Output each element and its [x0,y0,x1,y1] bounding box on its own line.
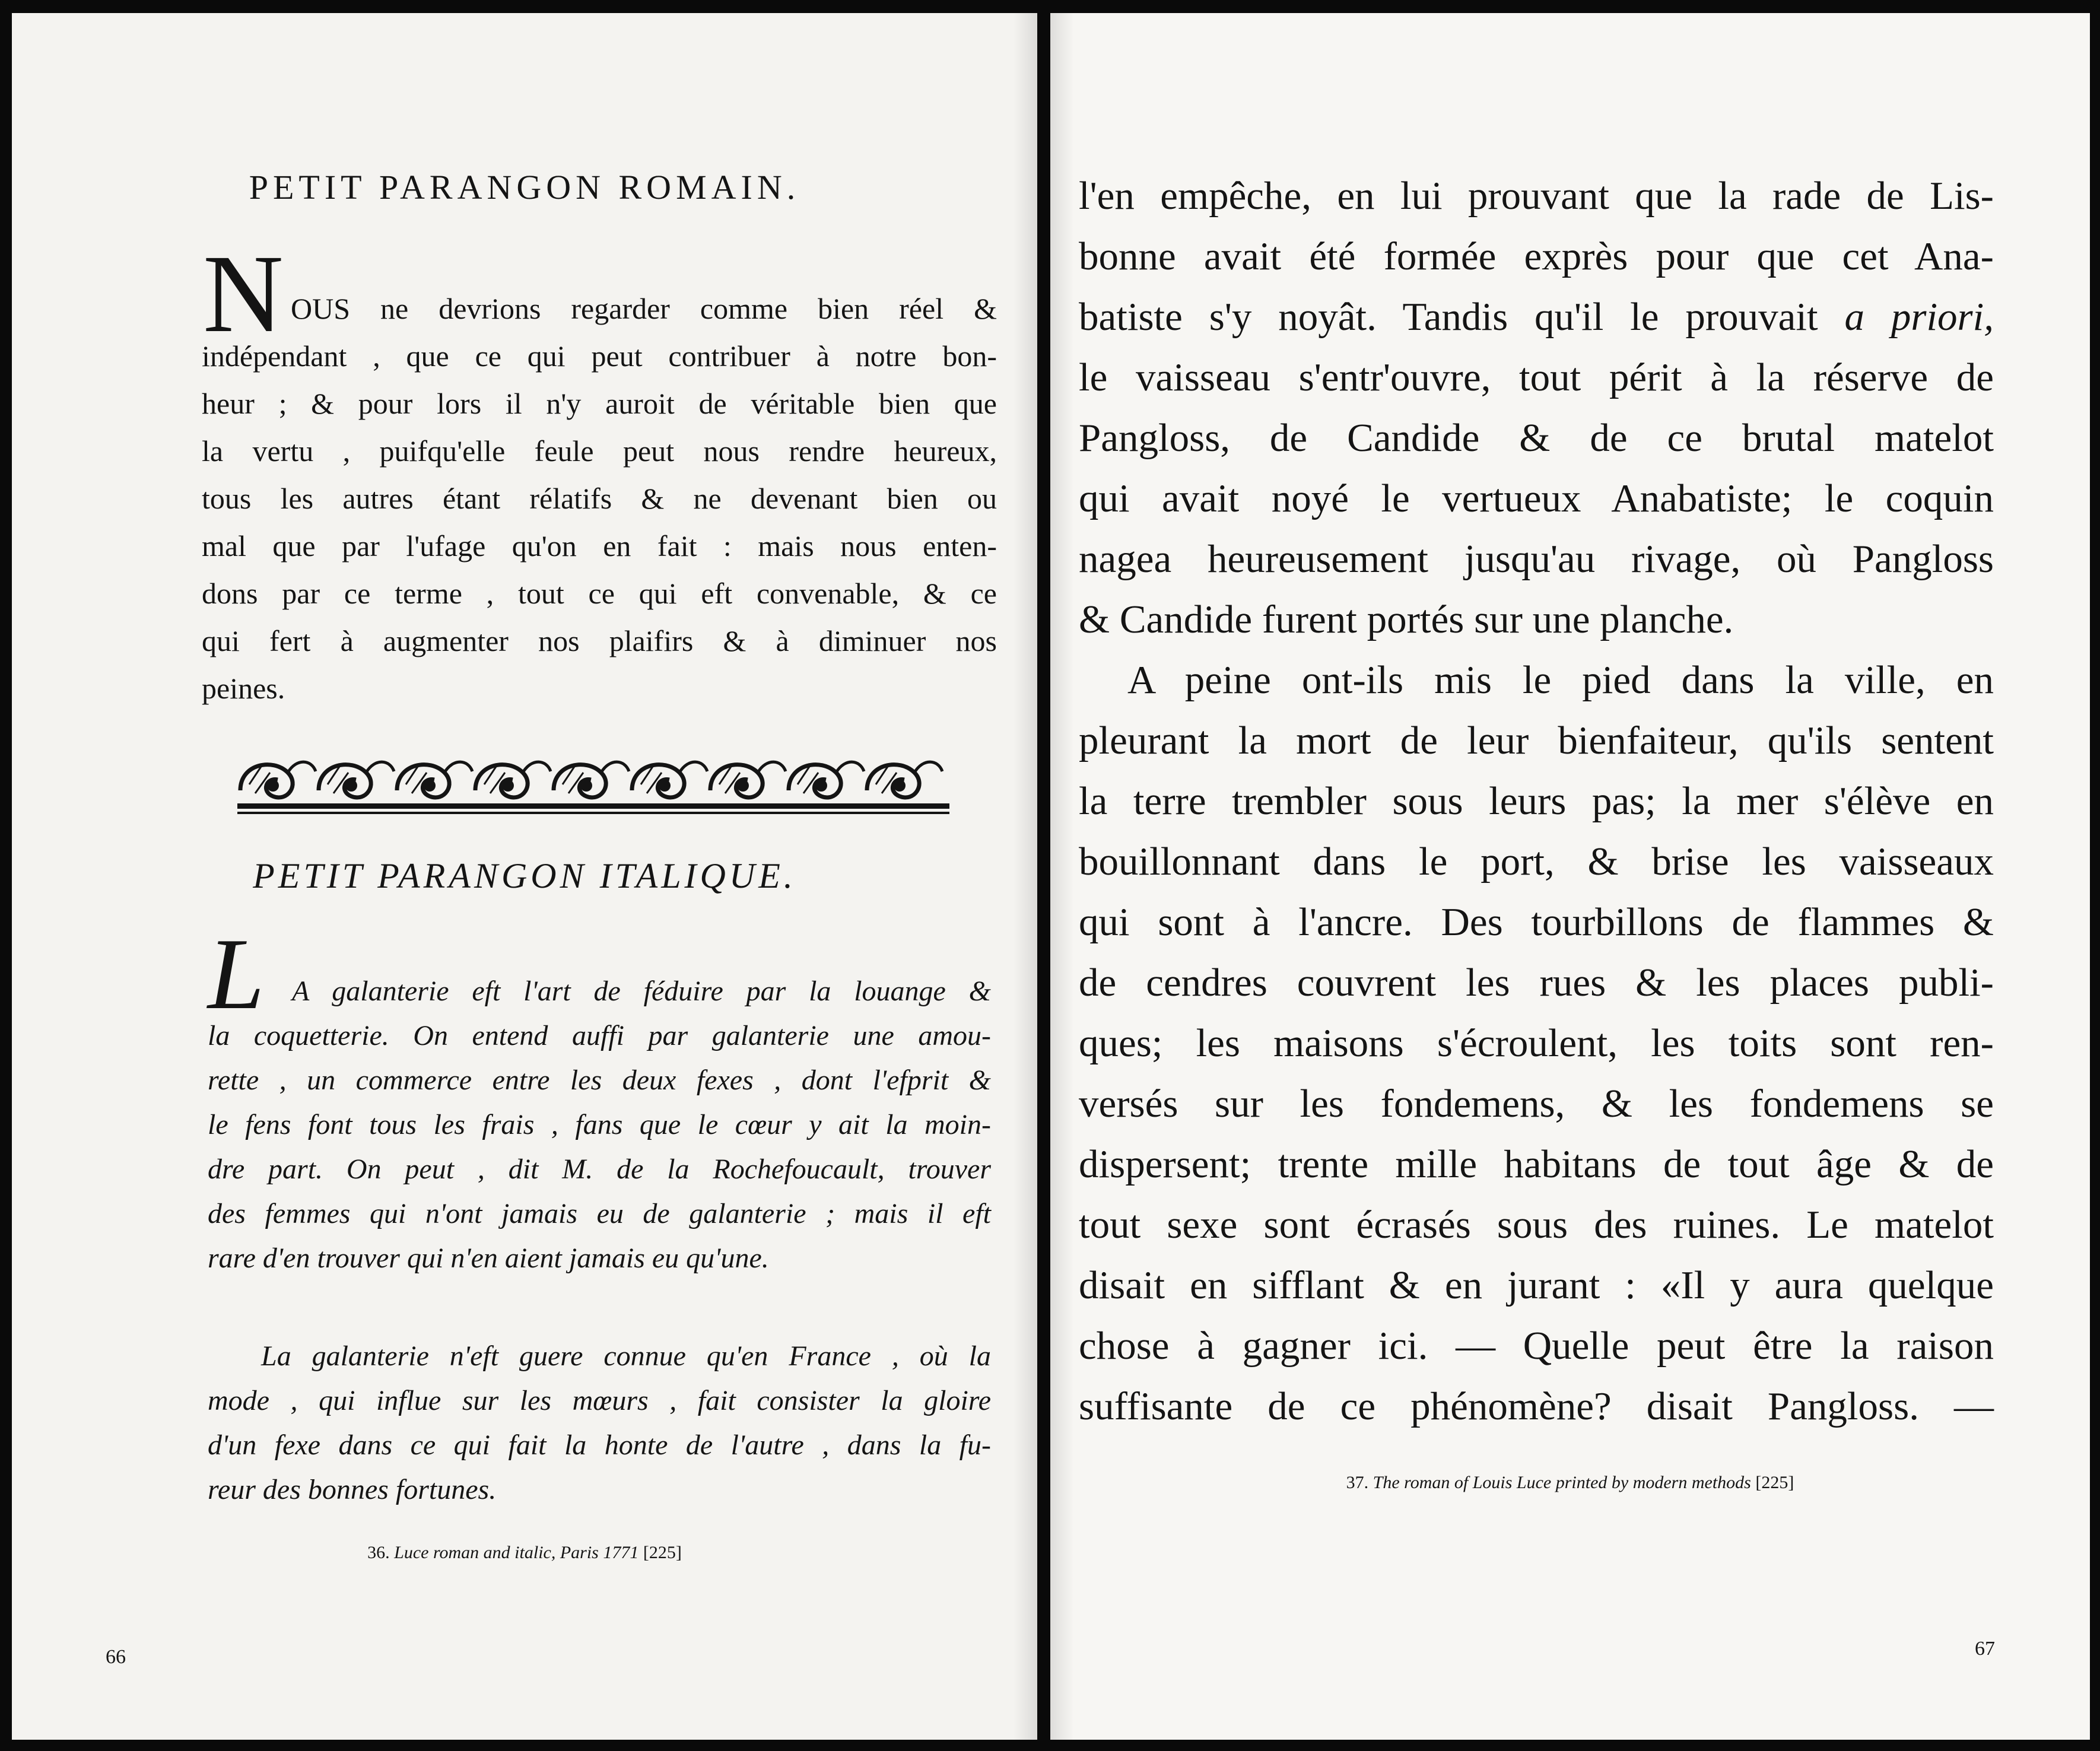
text-line [1079,293,1994,341]
text-line: disait en sifflant & en jurant : «Il y aura quelque [1079,1263,1994,1307]
right-page [1050,13,2090,1740]
script-line: d'un fexe dans ce qui fait la honte de l'autre , dans la fu- [208,1429,991,1461]
caption-text: Luce roman and italic, Paris 1771 [394,1543,639,1562]
italic-line: rette , un commerce entre les deux fexes , dont l'efprit & [208,1064,991,1096]
italic-line: des femmes qui n'ont jamais eu de galanterie ; mais il eft [208,1198,991,1229]
script-line: reur des bonnes fortunes. [208,1474,497,1505]
figure-caption-36 [12,1543,1037,1563]
roman-line: heur ; & pour lors il n'y auroit de véritable bien que [202,387,997,420]
italic-line: A galanterie eft l'art de féduire par la louange & [292,975,991,1007]
text-line: la terre trembler sous leurs pas; la mer s'élève en [1079,779,1994,823]
text-line-part: batiste s'y noyât. Tandis qu'il le prouvait [1079,295,1818,339]
text-line: Pangloss, de Candide & de ce brutal matelot [1079,416,1994,460]
caption-number: 36. [367,1543,390,1562]
roman-line: dons par ce terme , tout ce qui eft convenable, & ce [202,577,997,610]
italic-line: rare d'en trouver qui n'en aient jamais eu qu'une. [208,1242,769,1274]
italic-line: la coquetterie. On entend auffi par galanterie une amou- [208,1020,991,1051]
italic-phrase: a priori, [1844,295,1994,339]
italic-specimen-title: PETIT PARANGON ITALIQUE. [253,856,796,895]
caption-text: The roman of Louis Luce printed by modern methods [1373,1473,1751,1492]
text-line: ques; les maisons s'écroulent, les toits sont ren- [1079,1021,1994,1065]
text-line: nagea heureusement jusqu'au rivage, où Pangloss [1079,537,1994,581]
caption-reference: [225] [1755,1473,1794,1492]
text-line: dispersent; trente mille habitans de tout âge & de [1079,1142,1994,1186]
text-line: le vaisseau s'entr'ouvre, tout périt à la réserve de [1079,355,1994,399]
page-number: 67 [1975,1638,1995,1660]
roman-line: OUS ne devrions regarder comme bien réel & [291,292,997,325]
italic-line: le fens font tous les frais , fans que le cœur y ait la moin- [208,1109,991,1140]
caption-reference: [225] [643,1543,682,1562]
roman-line: tous les autres étant rélatifs & ne devenant bien ou [202,482,997,515]
text-line: de cendres couvrent les rues & les places publi- [1079,961,1994,1005]
text-line: pleurant la mort de leur bienfaiteur, qu'ils sentent [1079,719,1994,762]
script-line: La galanterie n'eft guere connue qu'en France , où la [261,1340,991,1372]
text-line: l'en empêche, en lui prouvant que la rade de Lis- [1079,174,1994,218]
roman-line: qui fert à augmenter nos plaifirs & à diminuer nos [202,624,997,657]
left-page [12,13,1037,1740]
roman-specimen-title: PETIT PARANGON ROMAIN. [249,168,800,206]
text-line: chose à gagner ici. — Quelle peut être la raison [1079,1324,1994,1368]
text-line: qui sont à l'ancre. Des tourbillons de flammes & [1079,900,1994,944]
roman-line: la vertu , puifqu'elle feule peut nous rendre heureux, [202,434,997,468]
text-line: A peine ont-ils mis le pied dans la ville, en [1127,658,1994,702]
script-line: mode , qui influe sur les mœurs , fait consister la gloire [208,1385,991,1416]
text-line: & Candide furent portés sur une planche. [1079,598,1734,641]
roman-line: indépendant , que ce qui peut contribuer à notre bon- [202,339,997,373]
text-line: suffisante de ce phénomène? disait Pangloss. — [1079,1384,1994,1428]
caption-number: 37. [1346,1473,1369,1492]
text-line: bouillonnant dans le port, & brise les vaisseaux [1079,840,1994,884]
italic-line: dre part. On peut , dit M. de la Rochefoucault, trouver [208,1153,991,1185]
figure-caption-37 [1050,1473,2090,1493]
page-number: 66 [106,1646,126,1668]
roman-drop-cap: N [203,231,284,355]
ornamental-border [237,749,973,819]
italic-drop-cap: L [208,918,265,1031]
roman-line: mal que par l'ufage qu'on en fait : mais nous enten- [202,529,997,563]
text-line: bonne avait été formée exprès pour que cet Ana- [1079,234,1994,278]
text-line: tout sexe sont écrasés sous des ruines. Le matelot [1079,1203,1994,1247]
text-line: qui avait noyé le vertueux Anabatiste; le coquin [1079,476,1994,520]
text-line: versés sur les fondemens, & les fondemens se [1079,1082,1994,1126]
roman-line: peines. [202,672,285,705]
